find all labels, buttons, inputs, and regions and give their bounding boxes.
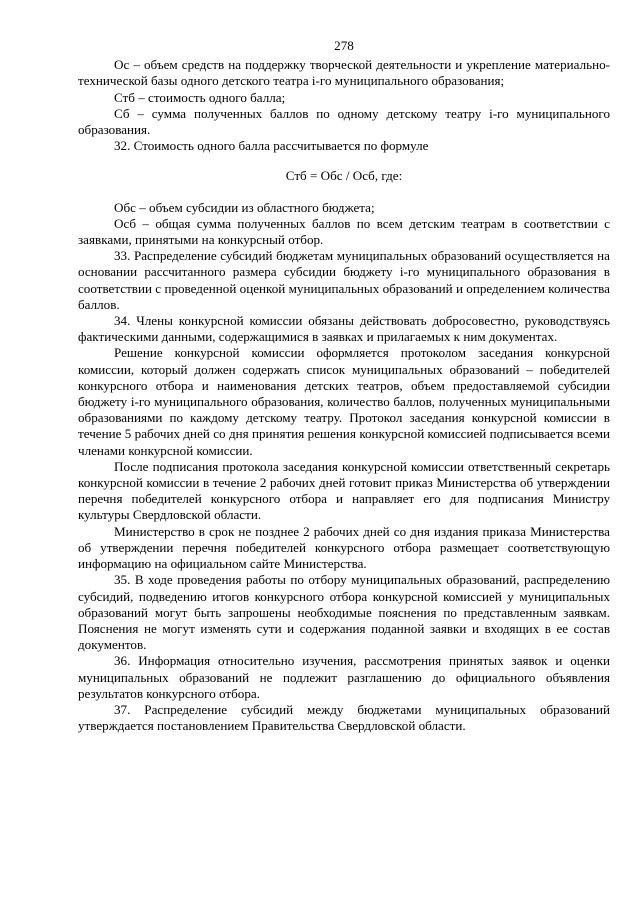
clause-34-publication: Министерство в срок не позднее 2 рабочих дней со дня издания приказа Министерства об утверждении перечня победителей конкурсного отбора размещает соответствующую информацию на официальном сайте Министерства. — [78, 523, 610, 572]
clause-34-signing: После подписания протокола заседания конкурсной комиссии ответственный секретарь конкурсной комиссии в течение 2 рабочих дней готовит приказ Министерства об утверждении перечня победителей конкурсного отбора и направляет его для подписания Министру культуры Свердловской области. — [78, 458, 610, 523]
clause-34: 34. Члены конкурсной комиссии обязаны действовать добросовестно, руководствуясь фактическими данными, содержащимися в заявках и прилагаемых к ним документах. — [78, 313, 610, 345]
document-page — [78, 38, 610, 734]
definition-sb: Сб – сумма полученных баллов по одному детскому театру i-го муниципального образования. — [78, 105, 610, 138]
formula: Стб = Обс / Осб, где: — [285, 168, 403, 184]
definition-os: Ос – объем средств на поддержку творческой деятельности и укрепление материально-технической базы одного детского театра i-го муниципального образования; — [78, 57, 610, 89]
clause-36: 36. Информация относительно изучения, рассмотрения принятых заявок и оценки муниципальных образований не подлежит разглашению до официального объявления результатов конкурсного отбора. — [78, 653, 610, 701]
clause-37: 37. Распределение субсидий между бюджетами муниципальных образований утверждается постановлением Правительства Свердловской области. — [78, 701, 610, 734]
clause-35: 35. В ходе проведения работы по отбору муниципальных образований, распределению субсидий, подведению итогов конкурсного отбора конкурсной комиссией у муниципальных образований могут быть запрошены необходимые пояснения по представленным заявкам. Пояснения не могут изменять сути и содержания поданной заявки и входящих в ее состав документов. — [78, 572, 610, 653]
definition-stb: Стб – стоимость одного балла; — [114, 89, 286, 105]
clause-33: 33. Распределение субсидий бюджетам муниципальных образований осуществляется на основании рассчитанного размера субсидии бюджету i-го муниципального образования в соответствии с проведенной оценкой муниципальных образований и определением количества баллов. — [78, 248, 610, 312]
definition-osb: Осб – общая сумма полученных баллов по всем детским театрам в соответствии с заявками, принятыми на конкурсный отбор. — [78, 215, 610, 248]
clause-34-decision: Решение конкурсной комиссии оформляется протоколом заседания конкурсной комиссии, который должен содержать список муниципальных образований – победителей конкурсного отбора и наименования детских театров, объем предоставляемой субсидии бюджету i-го муниципального образования, количество баллов, полученных муниципальными образованиями по каждому детскому театру. Протокол заседания конкурсной комиссии в течение 5 рабочих дней со дня принятия решения конкурсной комиссией подписывается всеми членами конкурсной комиссии. — [78, 345, 610, 458]
page-number: 278 — [334, 38, 354, 53]
clause-32: 32. Стоимость одного балла рассчитывается по формуле — [114, 138, 429, 154]
definition-obs: Обс – объем субсидии из областного бюджета; — [114, 199, 375, 215]
